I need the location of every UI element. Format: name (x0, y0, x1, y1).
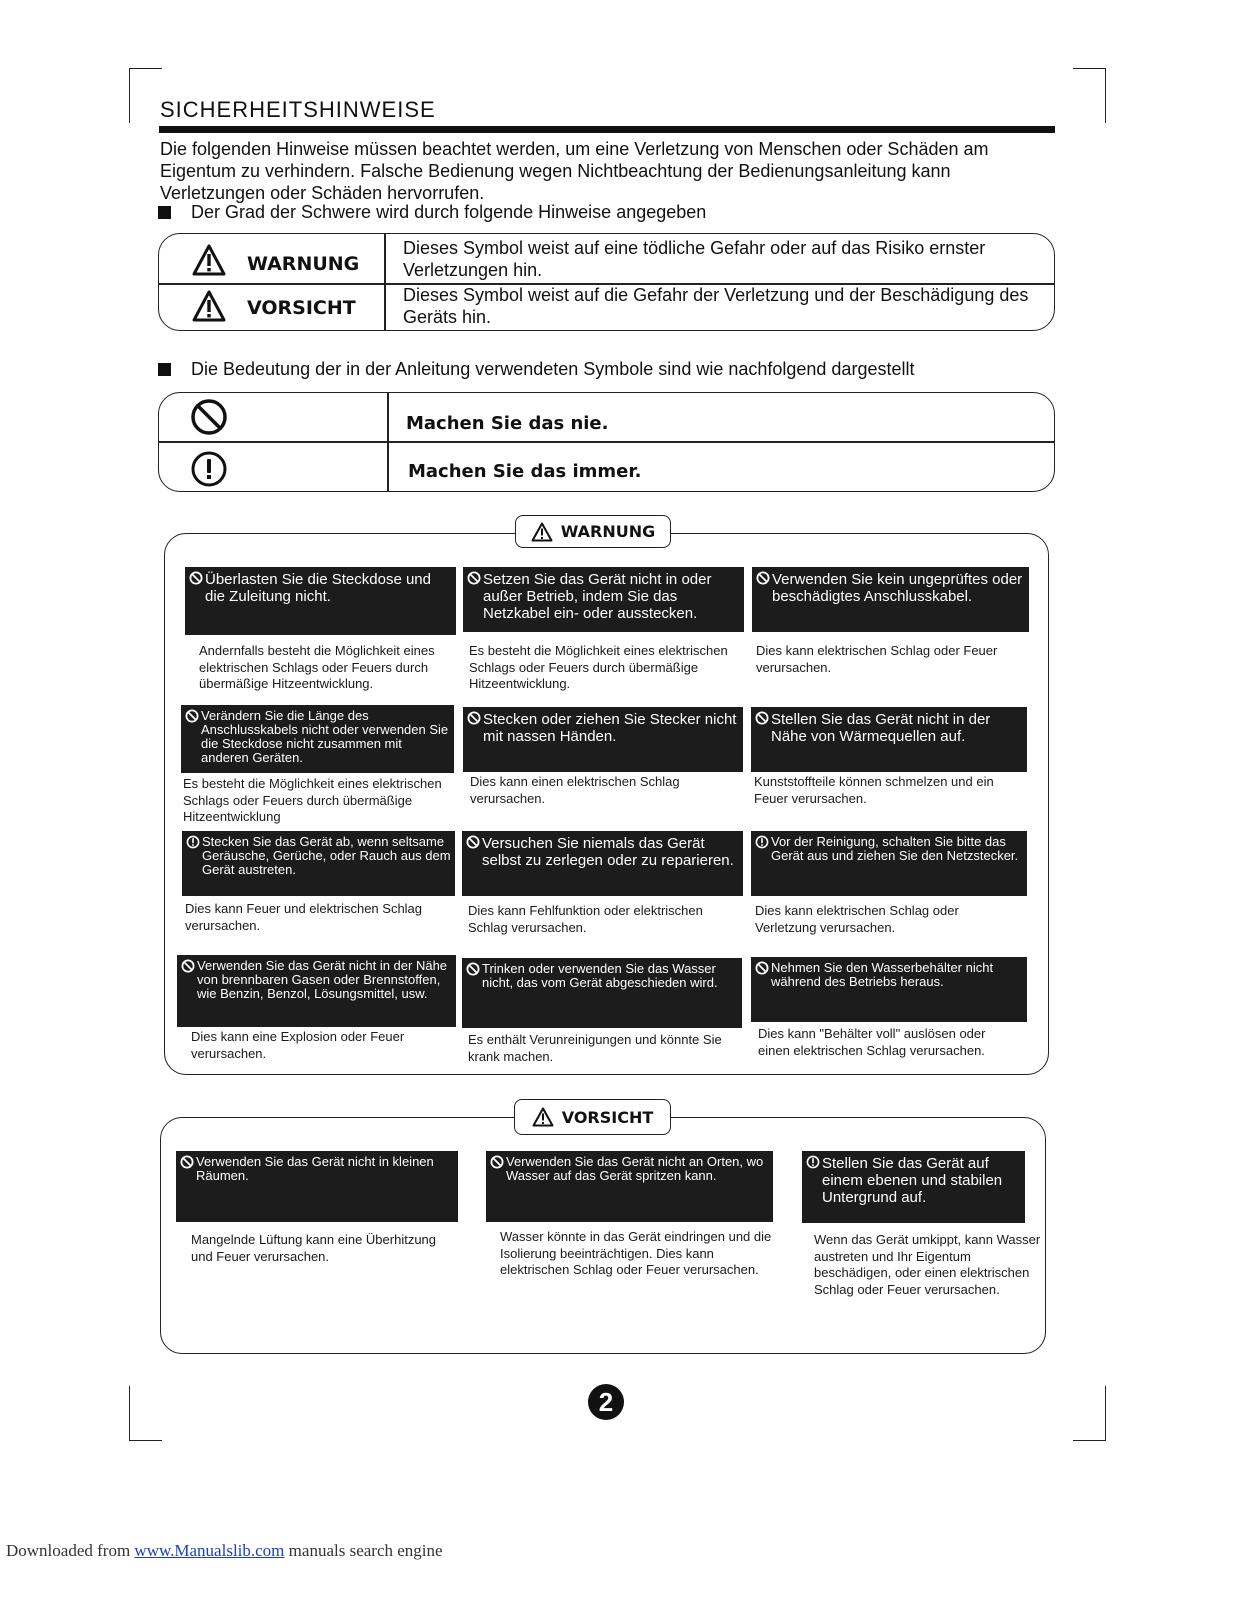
warning-triangle-icon (531, 522, 553, 542)
card-heading-text: Verwenden Sie das Gerät nicht an Orten, wo Wasser auf das Gerät spritzen kann. (506, 1154, 764, 1183)
card-body-text: Mangelnde Lüftung kann eine Überhitzung und Feuer verursachen. (191, 1232, 437, 1264)
card-body-text: Andernfalls besteht die Möglichkeit eines elektrischen Schlags oder Feuers durch übermäßige Hitzeentwicklung. (199, 643, 435, 691)
card-heading-text: Vor der Reinigung, schalten Sie bitte das Gerät aus und ziehen Sie den Netzstecker. (771, 834, 1019, 863)
card-heading-text: Stellen Sie das Gerät auf einem ebenen und stabilen Untergrund auf. (822, 1155, 1003, 1206)
intro-text: Die folgenden Hinweise müssen beachtet werden, um eine Verletzung von Menschen oder Schäden am Eigentum zu verhindern. Falsche Bedienung wegen Nichtbeachtung der Bedienungsanleitung kann Verletzungen oder Schäden hervorrufen. (160, 139, 989, 203)
prohibition-icon (467, 711, 481, 730)
mandatory-exclamation-icon (806, 1155, 820, 1174)
prohibition-icon (189, 571, 203, 590)
mandatory-exclamation-icon (755, 835, 769, 854)
page-title: SICHERHEITSHINWEISE (160, 97, 436, 122)
warnung-card-heading (182, 831, 455, 896)
warnung-card-heading (462, 958, 742, 1028)
card-heading-text: Stecken Sie das Gerät ab, wenn seltsame Geräusche, Gerüche, oder Rauch aus dem Gerät austreten. (202, 834, 451, 877)
prohibition-icon (490, 1155, 504, 1174)
severity-label-warnung: WARNUNG (247, 253, 360, 275)
warnung-card-heading (751, 707, 1027, 772)
warnung-card-heading (185, 567, 456, 635)
prohibition-icon (755, 961, 769, 980)
card-body-text: Es besteht die Möglichkeit eines elektrischen Schlags oder Feuers durch übermäßige Hitzeentwicklung (183, 776, 442, 824)
warnung-card-heading (181, 705, 454, 773)
symbol-desc-always: Machen Sie das immer. (408, 461, 642, 482)
card-body-text: Kunststoffteile können schmelzen und ein Feuer verursachen. (754, 774, 994, 806)
card-heading-text: Setzen Sie das Gerät nicht in oder außer Betrieb, indem Sie das Netzkabel ein- oder ausstecken. (483, 571, 712, 622)
prohibition-icon (755, 711, 769, 730)
prohibition-icon (181, 959, 195, 978)
warning-triangle-icon (532, 1107, 554, 1127)
crop-mark-top-left (129, 68, 162, 123)
prohibition-icon (466, 835, 480, 854)
bullet-square (158, 363, 171, 376)
warnung-card-heading (752, 567, 1029, 632)
symbols-heading: Die Bedeutung der in der Anleitung verwendeten Symbole sind wie nachfolgend dargestellt (158, 359, 914, 380)
card-body-text: Dies kann elektrischen Schlag oder Feuer verursachen. (756, 643, 998, 675)
title-rule (159, 126, 1055, 133)
card-body-text: Dies kann Feuer und elektrischen Schlag verursachen. (185, 901, 423, 933)
card-heading-text: Überlasten Sie die Steckdose und die Zuleitung nicht. (205, 571, 431, 605)
manualslib-link[interactable]: www.Manualslib.com (134, 1541, 285, 1560)
card-heading-text: Nehmen Sie den Wasserbehälter nicht während des Betriebs heraus. (771, 960, 994, 989)
warnung-card-heading (463, 707, 743, 772)
warnung-section-label: WARNUNG (515, 515, 671, 548)
card-body-text: Dies kann Fehlfunktion oder elektrischen Schlag verursachen. (468, 903, 703, 935)
warnung-card-heading (751, 831, 1027, 896)
card-body-text: Wasser könnte in das Gerät eindringen und die Isolierung beeinträchtigen. Dies kann elektrischen Schlag oder Feuer verursachen. (500, 1229, 772, 1277)
prohibition-icon (756, 571, 770, 590)
warning-triangle-icon (192, 290, 226, 327)
severity-label-vorsicht: VORSICHT (247, 297, 356, 319)
prohibition-icon (180, 1155, 194, 1174)
warnung-card-heading (462, 831, 743, 896)
card-body-text: Dies kann elektrischen Schlag oder Verletzung verursachen. (755, 903, 959, 935)
mandatory-exclamation-icon (186, 835, 200, 854)
crop-mark-bottom-left (129, 1386, 162, 1441)
card-body-text: Dies kann eine Explosion oder Feuer verursachen. (191, 1029, 405, 1061)
page-number: 2 (588, 1384, 624, 1420)
warnung-card-heading (177, 955, 456, 1027)
card-heading-text: Verwenden Sie kein ungeprüftes oder beschädigtes Anschlusskabel. (772, 571, 1023, 605)
bullet-square (158, 206, 171, 219)
mandatory-exclamation-icon (190, 450, 228, 493)
card-body-text: Dies kann "Behälter voll" auslösen oder einen elektrischen Schlag verursachen. (758, 1026, 986, 1058)
vorsicht-card-heading (802, 1151, 1025, 1223)
card-heading-text: Stecken oder ziehen Sie Stecker nicht mit nassen Händen. (483, 711, 737, 745)
vorsicht-section-label: VORSICHT (514, 1099, 671, 1135)
card-heading-text: Verändern Sie die Länge des Anschlusskabels nicht oder verwenden Sie die Steckdose nicht zusammen mit anderen Geräten. (201, 708, 449, 765)
prohibition-icon (190, 398, 228, 441)
card-heading-text: Verwenden Sie das Gerät nicht in kleinen Räumen. (196, 1154, 434, 1183)
vorsicht-card-heading (176, 1151, 458, 1222)
warnung-card-heading (751, 957, 1027, 1022)
card-body-text: Wenn das Gerät umkippt, kann Wasser austreten und Ihr Eigentum beschädigen, oder einen elektrischen Schlag oder Feuer verursachen. (814, 1232, 1041, 1297)
card-heading-text: Stellen Sie das Gerät nicht in der Nähe von Wärmequellen auf. (771, 711, 991, 745)
card-body-text: Es besteht die Möglichkeit eines elektrischen Schlags oder Feuers durch übermäßige Hitzeentwicklung. (469, 643, 728, 691)
download-footer: Downloaded from www.Manualslib.com manuals search engine (6, 1541, 443, 1560)
warning-triangle-icon (192, 244, 226, 281)
card-heading-text: Verwenden Sie das Gerät nicht in der Nähe von brennbaren Gasen oder Brennstoffen, wie Benzin, Benzol, Lösungsmittel, usw. (197, 958, 448, 1001)
symbol-desc-never: Machen Sie das nie. (406, 413, 609, 434)
warnung-card-heading (463, 567, 744, 632)
crop-mark-bottom-right (1073, 1386, 1106, 1441)
prohibition-icon (466, 962, 480, 981)
crop-mark-top-right (1073, 68, 1106, 123)
card-body-text: Dies kann einen elektrischen Schlag verursachen. (470, 774, 680, 806)
prohibition-icon (185, 709, 199, 728)
card-heading-text: Trinken oder verwenden Sie das Wasser nicht, das vom Gerät abgeschieden wird. (482, 961, 718, 990)
card-body-text: Es enthält Verunreinigungen und könnte Sie krank machen. (468, 1032, 722, 1064)
severity-desc-warnung: Dieses Symbol weist auf eine tödliche Gefahr oder auf das Risiko ernster Verletzungen hin. (403, 238, 986, 280)
severity-desc-vorsicht: Dieses Symbol weist auf die Gefahr der Verletzung und der Beschädigung des Geräts hin. (403, 285, 1029, 327)
prohibition-icon (467, 571, 481, 590)
card-heading-text: Versuchen Sie niemals das Gerät selbst zu zerlegen oder zu reparieren. (482, 835, 734, 869)
vorsicht-card-heading (486, 1151, 773, 1222)
severity-heading: Der Grad der Schwere wird durch folgende Hinweise angegeben (158, 202, 706, 223)
